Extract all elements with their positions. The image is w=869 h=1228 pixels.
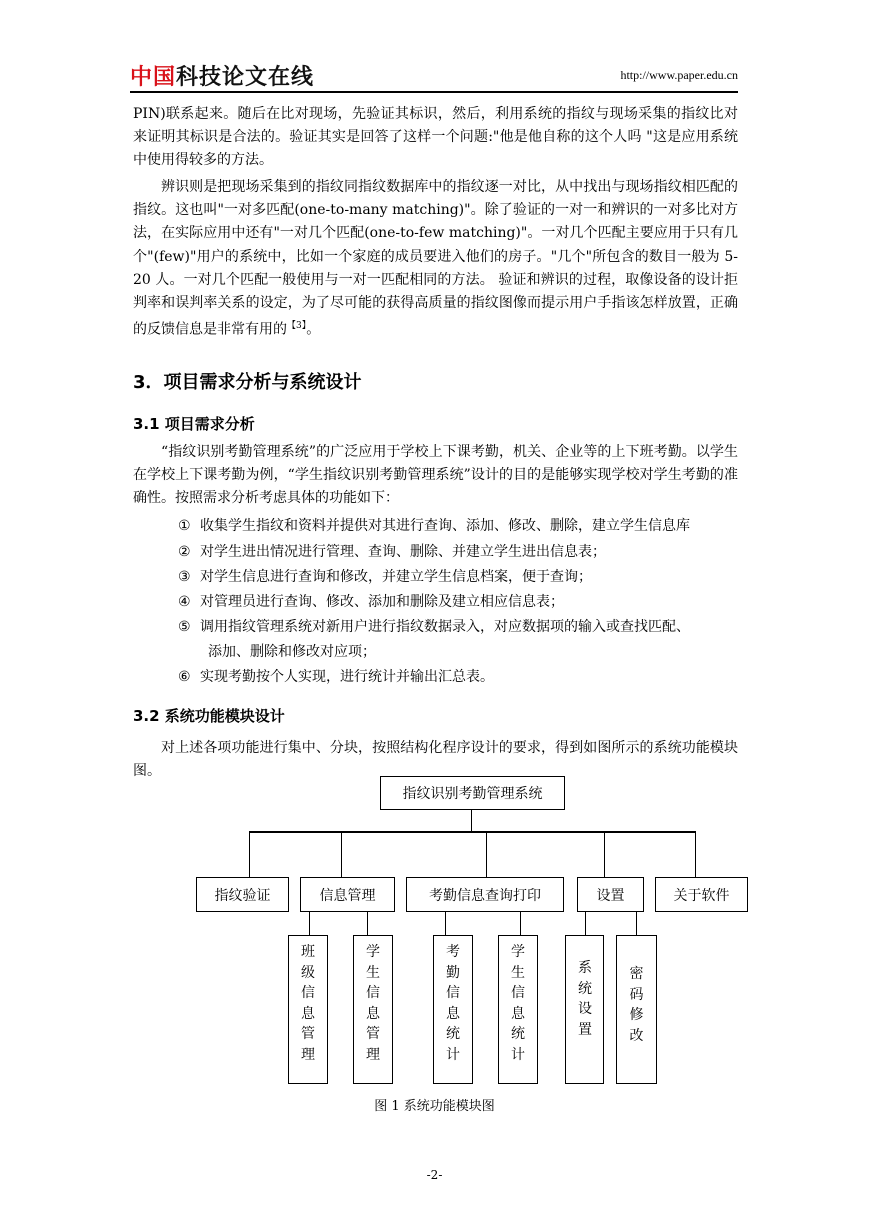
submodule-box: 密码修改 bbox=[616, 935, 657, 1084]
list-number: ① bbox=[178, 518, 191, 534]
list-item bbox=[178, 666, 738, 689]
list-number: ④ bbox=[178, 594, 191, 610]
connector-line bbox=[367, 912, 368, 936]
submodule-box: 考勤信息统计 bbox=[433, 935, 473, 1084]
paragraph-identification-text: 辨识则是把现场采集到的指纹同指纹数据库中的指纹逐一对比，从中找出与现场指纹相匹配的指纹。这也叫"一对多匹配(one-to-many matching)"。除了验证的一对一和辨识的一对多比对方法，在实际应用中还有"一对几个匹配(one-to-few matching)"。一对几个匹配主要应用于只有几个"(few)"用户的系统中，比如一个家庭的成员要进入他们的房子。"几个"所包含的数目一般为 5-20 人。一对几个匹配一般使用与一对一匹配相同的方法。 验证和辨识的过程，取像设备的设计拒判率和误判率关系的设定，为了尽可能的获得高质量的指纹图像而提示用户手指该怎样放置，正确的反馈信息是非常有用的 bbox=[133, 179, 738, 338]
paragraph-identification bbox=[133, 176, 738, 342]
logo-red-part: 中国 bbox=[130, 65, 177, 90]
connector-line bbox=[636, 912, 637, 936]
connector-line bbox=[249, 832, 250, 878]
connector-line bbox=[341, 832, 342, 878]
logo-black-part: 科技论文在线 bbox=[176, 65, 315, 90]
connector-line bbox=[585, 912, 586, 936]
list-item bbox=[178, 616, 738, 639]
module-box: 关于软件 bbox=[655, 877, 748, 912]
connector-line bbox=[249, 831, 696, 833]
submodule-box: 学生信息统计 bbox=[498, 935, 538, 1084]
list-item bbox=[178, 566, 738, 589]
header-url[interactable]: http://www.paper.edu.cn bbox=[620, 68, 738, 82]
connector-line bbox=[309, 912, 310, 936]
module-box: 设置 bbox=[577, 877, 644, 912]
connector-line bbox=[695, 832, 696, 878]
list-number: ⑥ bbox=[178, 669, 191, 685]
list-text: 对学生信息进行查询和修改，并建立学生信息档案，便于查询； bbox=[200, 569, 592, 585]
citation-ref: 【3】 bbox=[287, 321, 307, 332]
connector-line bbox=[445, 912, 446, 936]
list-item bbox=[178, 515, 738, 538]
paragraph-verification: PIN)联系起来。随后在比对现场，先验证其标识，然后，利用系统的指纹与现场采集的指纹比对来证明其标识是合法的。验证其实是回答了这样一个问题:"他是他自称的这个人吗 "这是应用系统中使用得较多的方法。 bbox=[133, 106, 738, 169]
header-rule bbox=[130, 91, 738, 93]
journal-logo bbox=[130, 60, 314, 91]
list-number: ③ bbox=[178, 569, 191, 585]
page-number: -2- bbox=[426, 1168, 443, 1182]
list-item bbox=[178, 591, 738, 614]
list-text: 实现考勤按个人实现，进行统计并输出汇总表。 bbox=[200, 669, 494, 685]
paragraph-requirements: “指纹识别考勤管理系统”的广泛应用于学校上下课考勤，机关、企业等的上下班考勤。以学生在学校上下课考勤为例，“学生指纹识别考勤管理系统”设计的目的是能够实现学校对学生考勤的准确性。按照需求分析考虑具体的功能如下： bbox=[133, 444, 738, 507]
submodule-box: 班级信息管理 bbox=[288, 935, 328, 1084]
list-text: 调用指纹管理系统对新用户进行指纹数据录入，对应数据项的输入或查找匹配、 bbox=[200, 619, 690, 635]
submodule-box: 学生信息管理 bbox=[353, 935, 393, 1084]
paragraph-module-design: 对上述各项功能进行集中、分块，按照结构化程序设计的要求，得到如图所示的系统功能模块图。 bbox=[133, 740, 738, 780]
list-number: ⑤ bbox=[178, 619, 191, 635]
list-text: 收集学生指纹和资料并提供对其进行查询、添加、修改、删除，建立学生信息库 bbox=[200, 518, 690, 534]
module-box: 信息管理 bbox=[300, 877, 395, 912]
section-3-title: 3．项目需求分析与系统设计 bbox=[133, 372, 362, 393]
figure-caption: 图 1 系统功能模块图 bbox=[374, 1099, 495, 1114]
submodule-box: 系统设置 bbox=[565, 935, 604, 1084]
page-header bbox=[130, 56, 738, 92]
section-3-2-title: 3.2 系统功能模块设计 bbox=[133, 707, 285, 725]
list-item-continuation: 添加、删除和修改对应项； bbox=[208, 644, 376, 660]
list-text: 对学生进出情况进行管理、查询、删除、并建立学生进出信息表； bbox=[200, 544, 606, 560]
root-module: 指纹识别考勤管理系统 bbox=[380, 776, 565, 810]
list-number: ② bbox=[178, 544, 191, 560]
connector-line bbox=[604, 832, 605, 878]
connector-line bbox=[486, 832, 487, 878]
list-text: 对管理员进行查询、修改、添加和删除及建立相应信息表； bbox=[200, 594, 564, 610]
section-3-1-title: 3.1 项目需求分析 bbox=[133, 415, 255, 433]
list-item bbox=[178, 541, 738, 564]
connector-line bbox=[471, 810, 472, 832]
paragraph-end: 。 bbox=[306, 321, 321, 338]
connector-line bbox=[520, 912, 521, 936]
module-box: 考勤信息查询打印 bbox=[406, 877, 564, 912]
module-box: 指纹验证 bbox=[196, 877, 289, 912]
